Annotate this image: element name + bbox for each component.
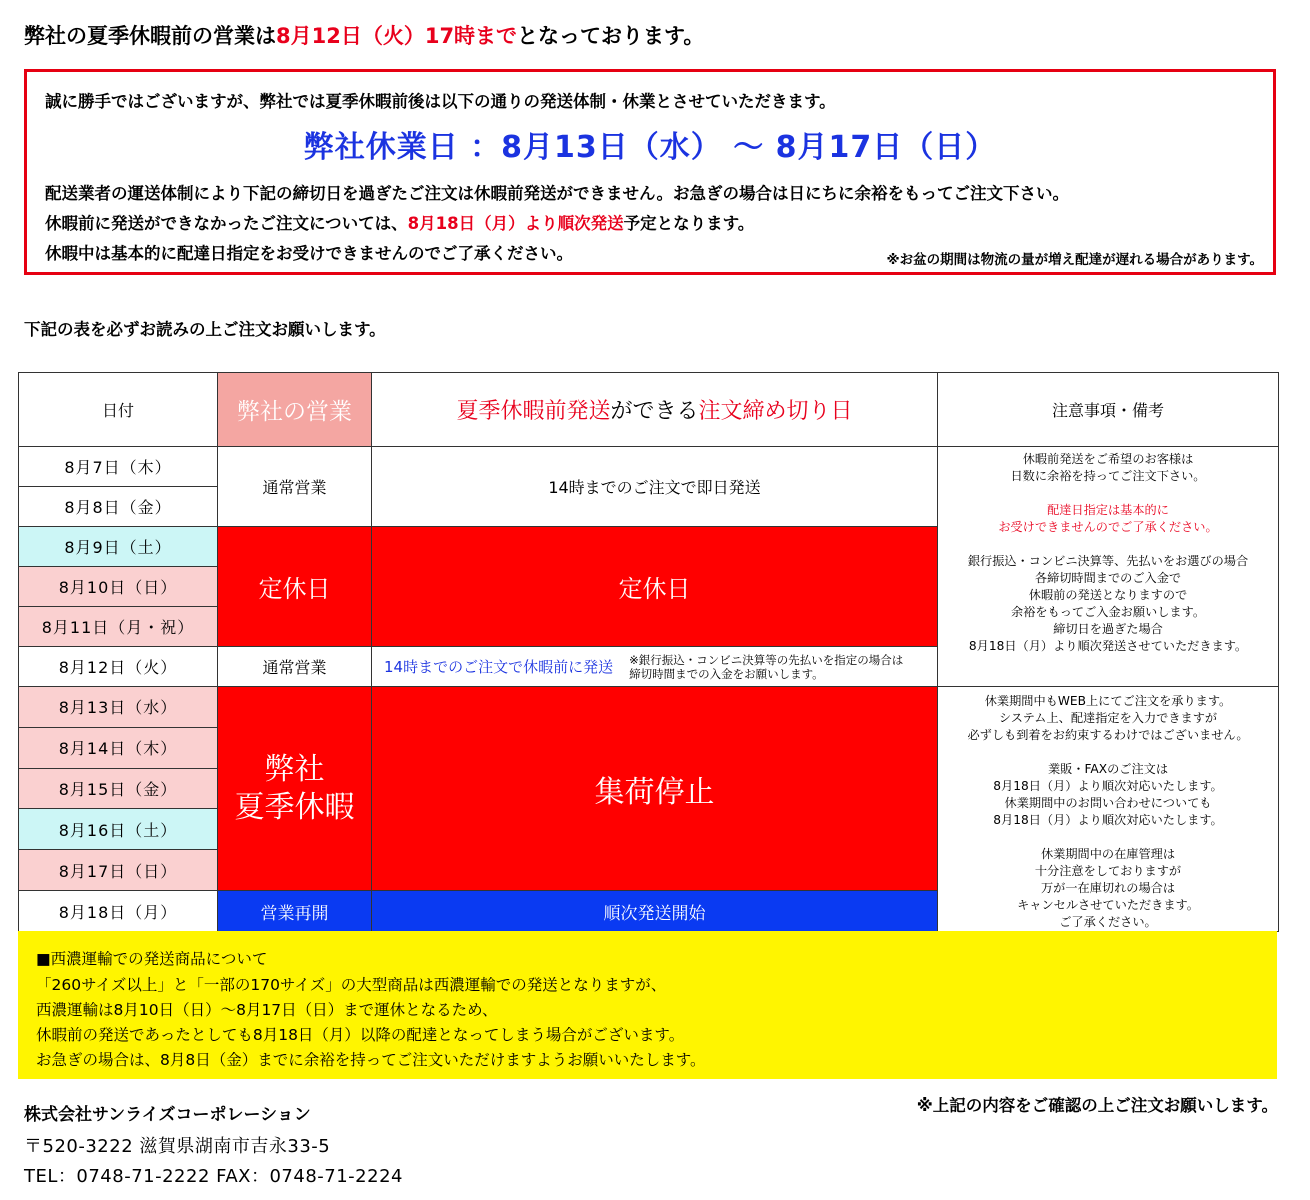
pickup-stop-cell: 集荷停止 bbox=[372, 687, 938, 891]
note-line: 各締切時間までのご入金で bbox=[1034, 571, 1182, 585]
note-line: 配達日指定は基本的に bbox=[1047, 503, 1169, 517]
headline-after: となっております。 bbox=[517, 24, 705, 48]
header-notes: 注意事項・備考 bbox=[938, 373, 1279, 447]
date-cell: 8月14日（木） bbox=[19, 727, 218, 768]
seino-line: 「260サイズ以上」と「一部の170サイズ」の大型商品は西濃運輸での発送となりますが、 bbox=[36, 976, 667, 994]
row12-prepay-note bbox=[629, 653, 903, 681]
note-line: 必ずしも到着をお約束するわけではございません。 bbox=[967, 728, 1249, 742]
seino-transport-notice bbox=[18, 931, 1277, 1079]
table-row bbox=[19, 447, 1279, 487]
seino-line: お急ぎの場合は、8月8日（金）までに余裕を持ってご注文いただけますようお願いいたします。 bbox=[36, 1051, 706, 1069]
notes-top-cell bbox=[938, 447, 1279, 687]
confirm-note: ※上記の内容をご確認の上ご注文お願いします。 bbox=[916, 1096, 1278, 1115]
deadline-closed-cell: 定休日 bbox=[372, 527, 938, 647]
note-line: ご了承ください。 bbox=[1059, 915, 1157, 929]
table-intro: 下記の表を必ずお読みの上ご注文お願いします。 bbox=[24, 320, 386, 339]
date-cell: 8月18日（月） bbox=[19, 891, 218, 932]
seino-line: ■西濃運輸での発送商品について bbox=[36, 950, 268, 968]
business-closed-cell: 定休日 bbox=[218, 527, 372, 647]
seino-line: 休暇前の発送であったとしても8月18日（月）以降の配達となってしまう場合がございます。 bbox=[36, 1026, 685, 1044]
header-business: 弊社の営業 bbox=[218, 373, 372, 447]
header-date: 日付 bbox=[19, 373, 218, 447]
notice-delivery-date-text: 休暇中は基本的に配達日指定をお受けできませんのでご了承ください。 bbox=[45, 244, 573, 263]
header-deadline-part1: 夏季休暇前発送 bbox=[456, 399, 611, 424]
vacation-line: 弊社 bbox=[264, 751, 325, 787]
header-deadline-part2: ができる bbox=[610, 399, 699, 424]
note-line: 8月18日（月）より順次対応いたします。 bbox=[993, 813, 1223, 827]
date-cell: 8月15日（金） bbox=[19, 768, 218, 809]
note-line: 十分注意をしておりますが bbox=[1034, 864, 1182, 878]
row12-deadline-text: 14時までのご注文で休暇前に発送 bbox=[384, 658, 614, 676]
company-address: 〒520-3222 滋賀県湖南市吉永33-5 bbox=[24, 1136, 331, 1157]
company-phone: TEL：0748-71-2222 FAX：0748-71-2224 bbox=[24, 1166, 403, 1187]
note-line: 休業期間中の在庫管理は bbox=[1040, 847, 1176, 861]
row12-deadline-cell bbox=[372, 647, 938, 687]
notice-line3-after: 予定となります。 bbox=[623, 214, 755, 233]
note-line: キャンセルさせていただきます。 bbox=[1017, 898, 1199, 912]
note-line: 万が一在庫切れの場合は bbox=[1040, 881, 1176, 895]
note-line: 8月18日（月）より順次発送させていただきます。 bbox=[968, 639, 1248, 653]
summer-vacation-cell bbox=[218, 687, 372, 891]
row12-note-line: 締切時間までの入金をお願いします。 bbox=[629, 666, 824, 681]
date-cell: 8月13日（水） bbox=[19, 687, 218, 728]
date-cell: 8月11日（月・祝） bbox=[19, 607, 218, 647]
note-line: 休暇前発送をご希望のお客様は bbox=[1022, 452, 1194, 466]
header-deadline bbox=[372, 373, 938, 447]
headline bbox=[24, 20, 704, 50]
date-cell: 8月16日（土） bbox=[19, 809, 218, 850]
note-line: 休業期間中のお問い合わせについても bbox=[1004, 796, 1212, 810]
table-header-row bbox=[19, 373, 1279, 447]
note-line: システム上、配達指定を入力できますが bbox=[998, 711, 1218, 725]
notice-after-holiday-text bbox=[45, 210, 754, 234]
same-day-shipping-cell: 14時までのご注文で即日発送 bbox=[372, 447, 938, 527]
date-cell: 8月10日（日） bbox=[19, 567, 218, 607]
vacation-line: 夏季休暇 bbox=[234, 789, 355, 825]
notice-line3-before: 休暇前に発送ができなかったご注文については、 bbox=[45, 214, 408, 233]
holiday-title: 弊社休業日 ：8月13日（水） ～ 8月17日（日） bbox=[303, 130, 997, 165]
date-cell: 8月7日（木） bbox=[19, 447, 218, 487]
business-normal-cell: 通常営業 bbox=[218, 647, 372, 687]
schedule-table bbox=[18, 372, 1279, 932]
notice-cutoff-text: 配送業者の運送体制により下記の締切日を過ぎたご注文は休暇前発送ができません。お急ぎの場合は日にちに余裕をもってご注文下さい。 bbox=[45, 184, 1069, 203]
note-line: 休暇前の発送となりますので bbox=[1028, 588, 1188, 602]
note-line: 休業期間中もWEB上にてご注文を承ります。 bbox=[984, 694, 1232, 708]
headline-before: 弊社の夏季休暇前の営業は bbox=[24, 24, 276, 48]
date-cell: 8月9日（土） bbox=[19, 527, 218, 567]
note-line: 8月18日（月）より順次対応いたします。 bbox=[993, 779, 1223, 793]
business-normal-cell: 通常営業 bbox=[218, 447, 372, 527]
table-row bbox=[19, 687, 1279, 728]
notes-bottom-cell bbox=[938, 687, 1279, 932]
date-cell: 8月12日（火） bbox=[19, 647, 218, 687]
note-line: 余裕をもってご入金お願いします。 bbox=[1010, 605, 1206, 619]
date-cell: 8月17日（日） bbox=[19, 850, 218, 891]
business-resume-cell: 営業再開 bbox=[218, 891, 372, 932]
date-cell: 8月8日（金） bbox=[19, 487, 218, 527]
sequential-shipping-cell: 順次発送開始 bbox=[372, 891, 938, 932]
note-line: 日数に余裕を持ってご注文下さい。 bbox=[1010, 469, 1206, 483]
seino-line: 西濃運輸は8月10日（日）～8月17日（日）まで運休となるため、 bbox=[36, 1001, 498, 1019]
holiday-notice-box bbox=[24, 69, 1276, 275]
note-line: 業販・FAXのご注文は bbox=[1047, 762, 1169, 776]
headline-highlight: 8月12日（火）17時まで bbox=[276, 24, 518, 48]
header-deadline-part3: 注文締め切り日 bbox=[698, 399, 853, 424]
obon-note: ※お盆の期間は物流の量が増え配達が遅れる場合があります。 bbox=[886, 252, 1263, 268]
row12-note-line: ※銀行振込・コンビニ決算等の先払いを指定の場合は bbox=[629, 652, 904, 667]
note-line: お受けできませんのでご了承ください。 bbox=[998, 520, 1218, 534]
notice-line3-highlight: 8月18日（月）より順次発送 bbox=[407, 214, 624, 233]
notice-intro: 誠に勝手ではございますが、弊社では夏季休暇前後は以下の通りの発送体制・休業とさせていただきます。 bbox=[45, 92, 836, 111]
note-line: 締切日を過ぎた場合 bbox=[1053, 622, 1163, 636]
company-name: 株式会社サンライズコーポレーション bbox=[24, 1105, 311, 1125]
note-line: 銀行振込・コンビニ決算等、先払いをお選びの場合 bbox=[967, 554, 1249, 568]
